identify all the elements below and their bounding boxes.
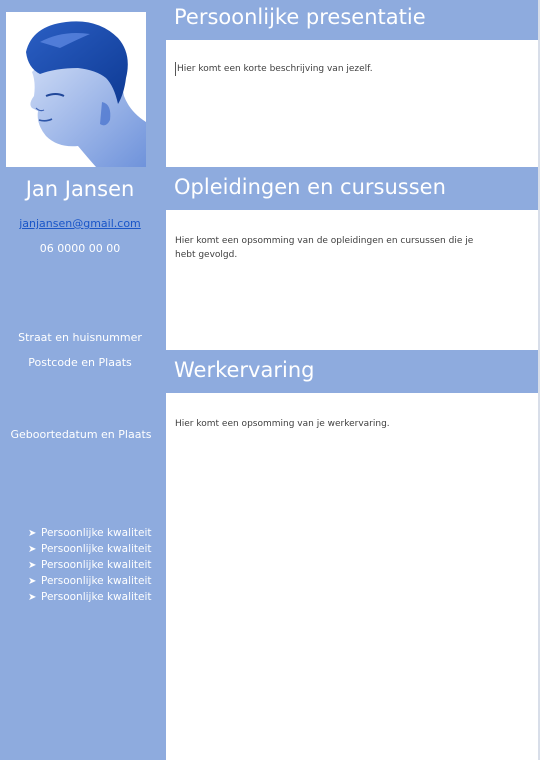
chevron-right-icon: ➤ [28,592,37,603]
section-text-presentation[interactable]: Hier komt een korte beschrijving van jezelf. [175,62,487,76]
person-name: Jan Jansen [25,177,135,201]
birth-date-place: Geboortedatum en Plaats [10,428,152,441]
section-text-education[interactable]: Hier komt een opsomming van de opleidingen en cursussen die je hebt gevolgd. [175,236,474,260]
chevron-right-icon: ➤ [28,576,37,587]
section-title-education: Opleidingen en cursussen [166,167,538,210]
chevron-right-icon: ➤ [28,528,37,539]
quality-item [28,589,152,605]
chevron-right-icon: ➤ [28,560,37,571]
section-text-experience[interactable]: Hier komt een opsomming van je werkervaring. [175,419,390,429]
quality-label: Persoonlijke kwaliteit [41,543,152,555]
portrait-image [6,12,146,167]
address-city: Postcode en Plaats [28,356,132,369]
section-title-presentation: Persoonlijke presentatie [166,0,538,40]
quality-label: Persoonlijke kwaliteit [41,527,152,539]
phone-number: 06 0000 00 00 [39,242,121,255]
email-link[interactable]: janjansen@gmail.com [19,217,141,230]
quality-item [28,573,152,589]
quality-label: Persoonlijke kwaliteit [41,559,152,571]
quality-item [28,525,152,541]
profile-photo [6,12,146,167]
qualities-list [28,525,152,605]
section-title-experience: Werkervaring [166,350,538,393]
quality-item [28,557,152,573]
quality-label: Persoonlijke kwaliteit [41,591,152,603]
quality-item [28,541,152,557]
chevron-right-icon: ➤ [28,544,37,555]
address-street: Straat en huisnummer [18,331,142,344]
sidebar [0,0,166,760]
quality-label: Persoonlijke kwaliteit [41,575,152,587]
main-content [166,0,538,760]
